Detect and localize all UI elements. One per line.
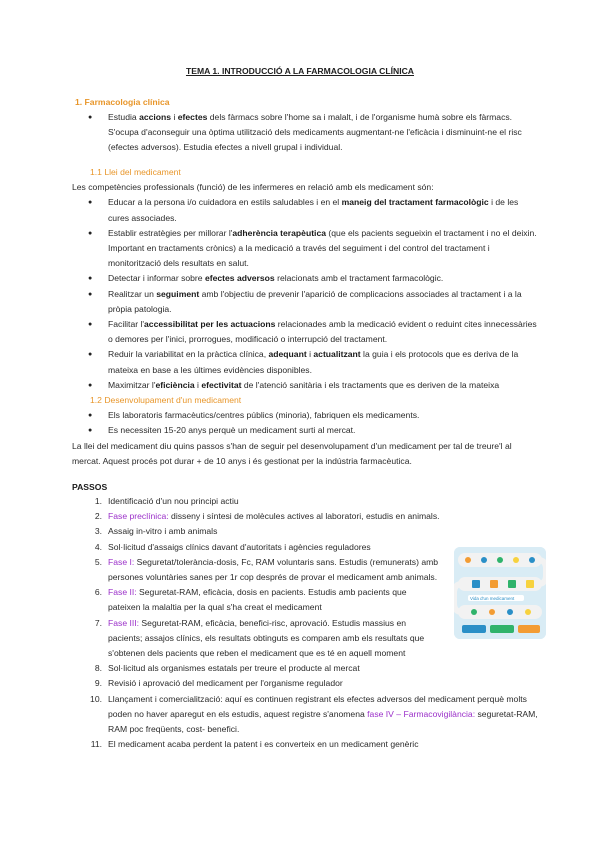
infographic-image [454, 547, 546, 639]
subsection-heading-llei: 1.1 Llei del medicament [90, 167, 181, 177]
list-item: 10. Llançament i comercialització: aquí es continuen registrant els efectes adversos del medicament perquè molts poden no haver aparegut en els estudis, aquest registre s'anomena fase IV – Farmacovigilància: seguretat-RAM, RAM poc freqüents, cost- benefici. [90, 693, 538, 735]
drug-lifecycle-infographic [454, 547, 546, 639]
list-item: ● Educar a la persona i/o cuidadora en estils saludables i en el maneig del tractament farmacològic i de les cures associades. [0, 195, 600, 225]
section1-content [0, 110, 600, 156]
list-item: ● Detectar i informar sobre efectes adversos relacionats amb el tractament farmacològic. [0, 271, 600, 286]
section-heading-farmacologia-clinica: 1. Farmacologia clínica [75, 97, 170, 107]
list-item: 7. Fase III: Seguretat-RAM, eficàcia, benefici-risc, aprovació. Estudis massius en pacients; assajos clínics, els resultats obtinguts es comparen amb els resultats que s'obtenen dels pacients que reben el medicament que es té en aquell moment [94, 617, 425, 659]
passos-heading: PASSOS [72, 482, 108, 492]
list-item: ● Es necessiten 15-20 anys perquè un medicament surti al mercat. [0, 423, 600, 438]
list-item: 5. Fase I: Seguretat/tolerància-dosis, Fc, RAM voluntaris sans. Estudis (remunerats) amb persones voluntàries sanes per 1r cop després de provar el medicament amb animals. [94, 556, 439, 583]
list-item: 11. El medicament acaba perdent la patent i es converteix en un medicament genèric [90, 739, 419, 750]
list-item: 9. Revisió i aprovació del medicament per l'organisme regulador [94, 678, 343, 689]
list-item: 4. Sol·licitud d'assaigs clínics davant d'autoritats i agències reguladores [94, 541, 371, 552]
section12-paragraph: La llei del medicament diu quins passos s'han de seguir pel desenvolupament d'un medicament per tal de treure'l al mercat. Aquest procés pot durar + de 10 anys i és gestionat per la indústria farmacèutica. [72, 440, 512, 466]
section11-intro: Les competències professionals (funció) de les infermeres en relació amb els medicament són: [72, 182, 434, 193]
infographic-caption: Vida d'un medicament [470, 596, 515, 601]
list-item: 6. Fase II: Seguretat-RAM, eficàcia, dosis en pacients. Estudis amb pacients que pateixen la malaltia per la qual s'ha creat el medicament [94, 587, 407, 613]
list-item: ● Realitzar un seguiment amb l'objectiu de prevenir l'aparició de complicacions associades al tractament i a la pròpia patologia. [0, 287, 600, 317]
list-item: ● Establir estratègies per millorar l'adherència terapèutica (que els pacients segueixin el tractament i no el deixin. Important en tractaments crònics) a la medicació a través del seguiment i del control del tractament i monitorització dels resultats en salut. [0, 226, 600, 272]
list-item: 1. Identificació d'un nou principi actiu [94, 496, 239, 506]
section11 [0, 165, 600, 393]
list-item: 3. Assaig in-vitro i amb animals [94, 526, 218, 537]
list-item: ● Facilitar l'accessibilitat per les actuacions relacionades amb la medicació evident o reduint cites innecessàries o demores per l'inici, prorrogues, modificació o interrupció del tractament. [0, 317, 600, 347]
subsection-heading-desenvolupament: 1.2 Desenvolupament d'un medicament [90, 395, 242, 405]
page-title: TEMA 1. INTRODUCCIÓ A LA FARMACOLOGIA CLÍNICA [185, 66, 415, 76]
list-item: ● Reduir la variabilitat en la pràctica clínica, adequant i actualitzant la guia i els protocols que es deriva de la mateixa en base a les últimes evidències disponibles. [0, 347, 600, 377]
section12 [0, 393, 600, 469]
list-item: ● Maximitzar l'eficiència i efectivitat de l'atenció sanitària i els tractaments que es deriven de la mateixa [0, 378, 600, 393]
list-item: 8. Sol·licitud als organismes estatals per treure el producte al mercat [94, 663, 360, 674]
list-item: ● Estudia accions i efectes dels fàrmacs sobre l'home sa i malalt, i de l'organisme humà sobre els fàrmacs. S'ocupa d'aconseguir una òptima utilització dels medicaments augmentant-ne l'eficàcia i disminuint-ne el risc (efectes adversos). Estudia efectes a nivell grupal i individual. [0, 110, 600, 156]
list-item: 2. Fase preclínica: disseny i síntesi de molècules actives al laboratori, estudis en animals. [94, 511, 440, 522]
list-item: ● Els laboratoris farmacèutics/centres públics (minoria), fabriquen els medicaments. [0, 408, 600, 423]
